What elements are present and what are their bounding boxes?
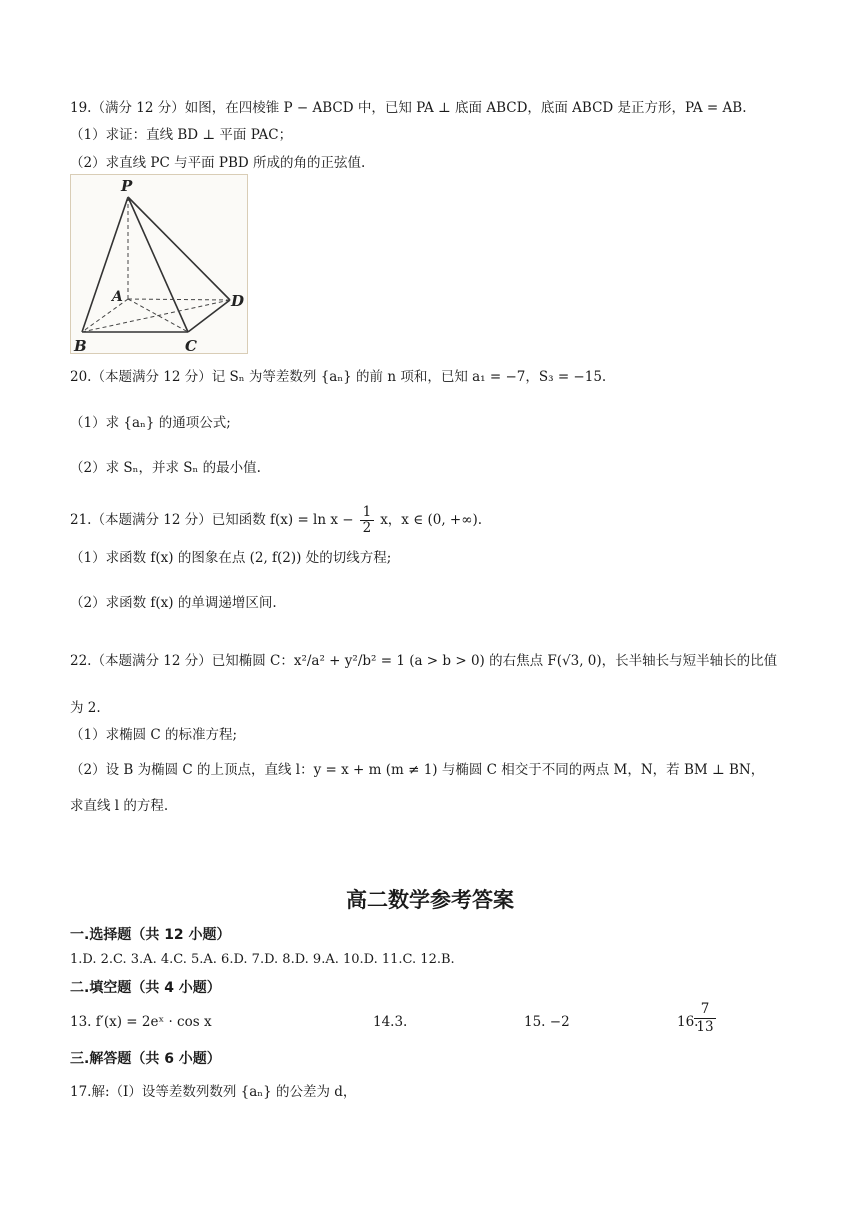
q21-stem-a: 21.（本题满分 12 分）已知函数 f(x) = ln x − (70, 512, 354, 528)
q20-part1: （1）求 {aₙ} 的通项公式; (70, 415, 231, 431)
q19-part1: （1）求证：直线 BD ⊥ 平面 PAC； (70, 127, 293, 143)
q21-part2: （2）求函数 f(x) 的单调递增区间. (70, 595, 277, 611)
section-fill-heading: 二.填空题（共 4 小题） (70, 980, 221, 996)
label-p: P (121, 177, 133, 195)
section-choice-heading: 一.选择题（共 12 小题） (70, 927, 231, 943)
q21-fraction (360, 505, 374, 536)
q22-part1: （1）求椭圆 C 的标准方程; (70, 727, 238, 743)
answer-16-num: 7 (694, 1001, 716, 1019)
q22-part2: （2）设 B 为椭圆 C 的上顶点，直线 l：y = x + m (m ≠ 1) 与椭圆 C 相交于不同的两点 M，N，若 BM ⊥ BN， (70, 762, 765, 778)
q19-part2: （2）求直线 PC 与平面 PBD 所成的角的正弦值. (70, 155, 366, 171)
answer-16-fraction (694, 1001, 716, 1036)
answer-15: 15. −2 (524, 1014, 570, 1030)
choice-answers: 1.D. 2.C. 3.A. 4.C. 5.A. 6.D. 7.D. 8.D. 9.A. 10.D. 11.C. 12.B. (70, 952, 455, 967)
label-d: D (231, 292, 245, 310)
q21-part1: （1）求函数 f(x) 的图象在点 (2, f(2)) 处的切线方程; (70, 550, 392, 566)
answer-13: 13. f′(x) = 2eˣ · cos x (70, 1014, 212, 1030)
answer-16-label: 16. (677, 1014, 699, 1030)
q19-stem: 19.（满分 12 分）如图，在四棱锥 P − ABCD 中，已知 PA ⊥ 底面 ABCD，底面 ABCD 是正方形，PA = AB. (70, 100, 747, 116)
q22-stem-cont: 为 2. (70, 700, 101, 716)
q21-frac-num: 1 (360, 505, 374, 521)
answer-14: 14.3. (373, 1014, 408, 1030)
label-c: C (185, 337, 197, 355)
label-a: A (112, 289, 123, 305)
q21-frac-den: 2 (362, 520, 372, 536)
answers-title: 高二数学参考答案 (346, 888, 514, 912)
q21-stem-b: x，x ∈ (0, +∞). (380, 512, 483, 528)
section-solve-heading: 三.解答题（共 6 小题） (70, 1051, 221, 1067)
q22-part2-cont: 求直线 l 的方程. (70, 798, 169, 814)
label-b: B (74, 337, 87, 355)
pyramid-diagram (71, 175, 249, 355)
q20-stem: 20.（本题满分 12 分）记 Sₙ 为等差数列 {aₙ} 的前 n 项和，已知 a₁ = −7，S₃ = −15. (70, 369, 607, 385)
q20-part2: （2）求 Sₙ，并求 Sₙ 的最小值. (70, 460, 261, 476)
q22-stem: 22.（本题满分 12 分）已知椭圆 C：x²/a² + y²/b² = 1 (a > b > 0) 的右焦点 F(√3, 0)，长半轴长与短半轴长的比值 (70, 653, 778, 669)
pyramid-figure (70, 174, 248, 354)
answer-17-start: 17.解:（Ⅰ）设等差数列数列 {aₙ} 的公差为 d， (70, 1084, 357, 1100)
answer-16-den: 13 (696, 1019, 714, 1035)
q21-stem (70, 505, 482, 536)
